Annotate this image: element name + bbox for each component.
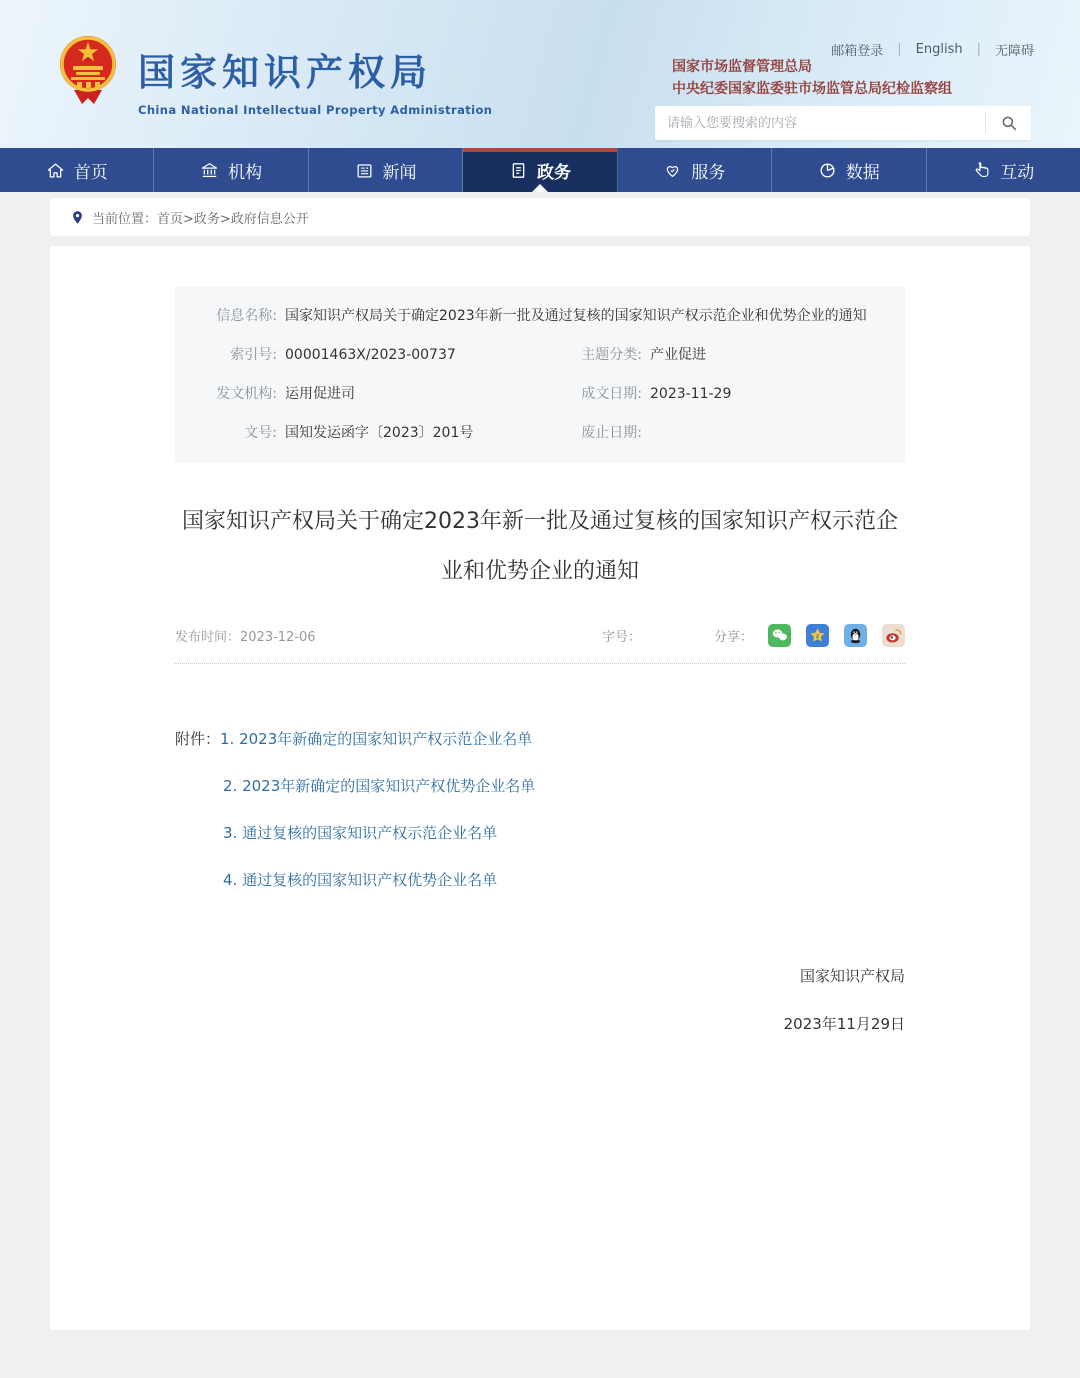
info-value-topic: 产业促进 — [650, 347, 706, 363]
attachments-label: 附件： — [175, 730, 221, 748]
home-icon — [46, 161, 65, 180]
search-bar — [655, 106, 1031, 140]
nav-tab-label: 首页 — [73, 162, 108, 183]
nav-tab[interactable] — [927, 148, 1080, 192]
attachments-section — [175, 716, 905, 904]
info-value-date: 2023-11-29 — [650, 386, 732, 402]
info-value-name: 国家知识产权局关于确定2023年新一批及通过复核的国家知识产权示范企业和优势企业的通知 — [285, 308, 867, 324]
qq-icon[interactable] — [844, 624, 867, 647]
info-label-docno: 文号: — [244, 425, 277, 441]
info-value-issuer: 运用促进司 — [285, 386, 355, 402]
hand-pointer-icon — [972, 161, 991, 180]
site-header — [0, 0, 1080, 148]
pie-chart-icon — [818, 161, 837, 180]
breadcrumb — [50, 198, 1030, 236]
info-value-docno: 国知发运函字〔2023〕201号 — [285, 425, 474, 441]
related-org-links — [672, 56, 952, 100]
nav-tab[interactable] — [154, 148, 308, 192]
service-heart-icon — [663, 161, 682, 180]
nav-tab[interactable] — [0, 148, 154, 192]
weibo-icon[interactable] — [882, 624, 905, 647]
document-info-table — [175, 287, 905, 463]
share-label: 分享： — [713, 630, 753, 645]
fontsize-controls — [641, 628, 680, 644]
info-row-issuer-date — [175, 375, 905, 414]
nav-tab-label: 互动 — [1000, 162, 1035, 183]
article-title: 国家知识产权局关于确定2023年新一批及通过复核的国家知识产权示范企业和优势企业的通知 — [182, 509, 898, 584]
share-buttons — [753, 624, 905, 647]
national-emblem-icon — [56, 34, 120, 110]
search-input[interactable] — [655, 106, 985, 140]
bank-icon — [200, 161, 219, 180]
site-subtitle: China National Intellectual Property Administration — [138, 103, 493, 117]
search-icon — [1000, 114, 1018, 132]
org-link-samr[interactable]: 国家市场监督管理总局 — [672, 59, 812, 75]
info-label-date: 成文日期: — [581, 386, 642, 402]
nav-tab[interactable] — [618, 148, 772, 192]
nav-tab-label: 数据 — [845, 162, 880, 183]
wechat-icon[interactable] — [768, 624, 791, 647]
mail-login-link[interactable]: 邮箱登录 — [831, 44, 884, 59]
nav-tab-label: 机构 — [228, 162, 263, 183]
breadcrumb-label: 当前位置： — [92, 211, 158, 227]
signature-issuer: 国家知识产权局 — [799, 967, 905, 985]
site-title: 国家知识产权局 — [138, 51, 432, 94]
signature-date: 2023年11月29日 — [783, 1015, 905, 1033]
org-link-discipline[interactable]: 中央纪委国家监委驻市场监管总局纪检监察组 — [672, 81, 952, 97]
info-row-docno-repeal — [175, 414, 905, 453]
nav-tab-label: 政务 — [536, 162, 571, 183]
attachment-link-4[interactable]: 4. 通过复核的国家知识产权优势企业名单 — [223, 871, 498, 889]
info-row-name — [175, 297, 905, 336]
info-row-index-topic — [175, 336, 905, 375]
article-card — [50, 246, 1030, 1330]
publish-time — [175, 626, 316, 645]
info-label-topic: 主题分类: — [581, 347, 642, 363]
info-label-issuer: 发文机构: — [216, 386, 277, 402]
main-nav — [0, 148, 1080, 192]
location-pin-icon — [70, 210, 85, 225]
divider: | — [976, 42, 981, 57]
document-icon — [509, 161, 528, 180]
nav-tab[interactable] — [309, 148, 463, 192]
info-value-index: 00001463X/2023-00737 — [285, 347, 456, 363]
publish-time-value: 2023-12-06 — [240, 630, 316, 645]
svg-text:z: z — [815, 633, 820, 640]
site-logo — [56, 34, 492, 117]
publish-time-label: 发布时间： — [175, 630, 241, 645]
nav-tab[interactable] — [463, 148, 617, 192]
fontsize-label: 字号： — [601, 630, 641, 645]
news-icon — [355, 161, 374, 180]
nav-tab-label: 新闻 — [382, 162, 417, 183]
accessibility-link[interactable]: 无障碍 — [994, 44, 1034, 59]
search-button[interactable] — [985, 112, 1031, 134]
english-link[interactable]: English — [915, 42, 963, 57]
breadcrumb-path[interactable]: 首页>政务>政府信息公开 — [157, 211, 309, 227]
attachment-link-1[interactable]: 1. 2023年新确定的国家知识产权示范企业名单 — [220, 730, 533, 748]
info-label-index: 索引号: — [230, 347, 277, 363]
attachment-link-2[interactable]: 2. 2023年新确定的国家知识产权优势企业名单 — [223, 777, 536, 795]
nav-tab[interactable] — [772, 148, 926, 192]
info-label-name: 信息名称: — [216, 308, 277, 324]
divider: | — [897, 42, 902, 57]
info-label-repeal: 废止日期: — [581, 425, 642, 441]
article-meta-row — [175, 624, 905, 664]
nav-tab-label: 服务 — [691, 162, 726, 183]
qzone-icon[interactable] — [806, 624, 829, 647]
attachment-link-3[interactable]: 3. 通过复核的国家知识产权示范企业名单 — [223, 824, 498, 842]
signature-block — [175, 952, 905, 1048]
